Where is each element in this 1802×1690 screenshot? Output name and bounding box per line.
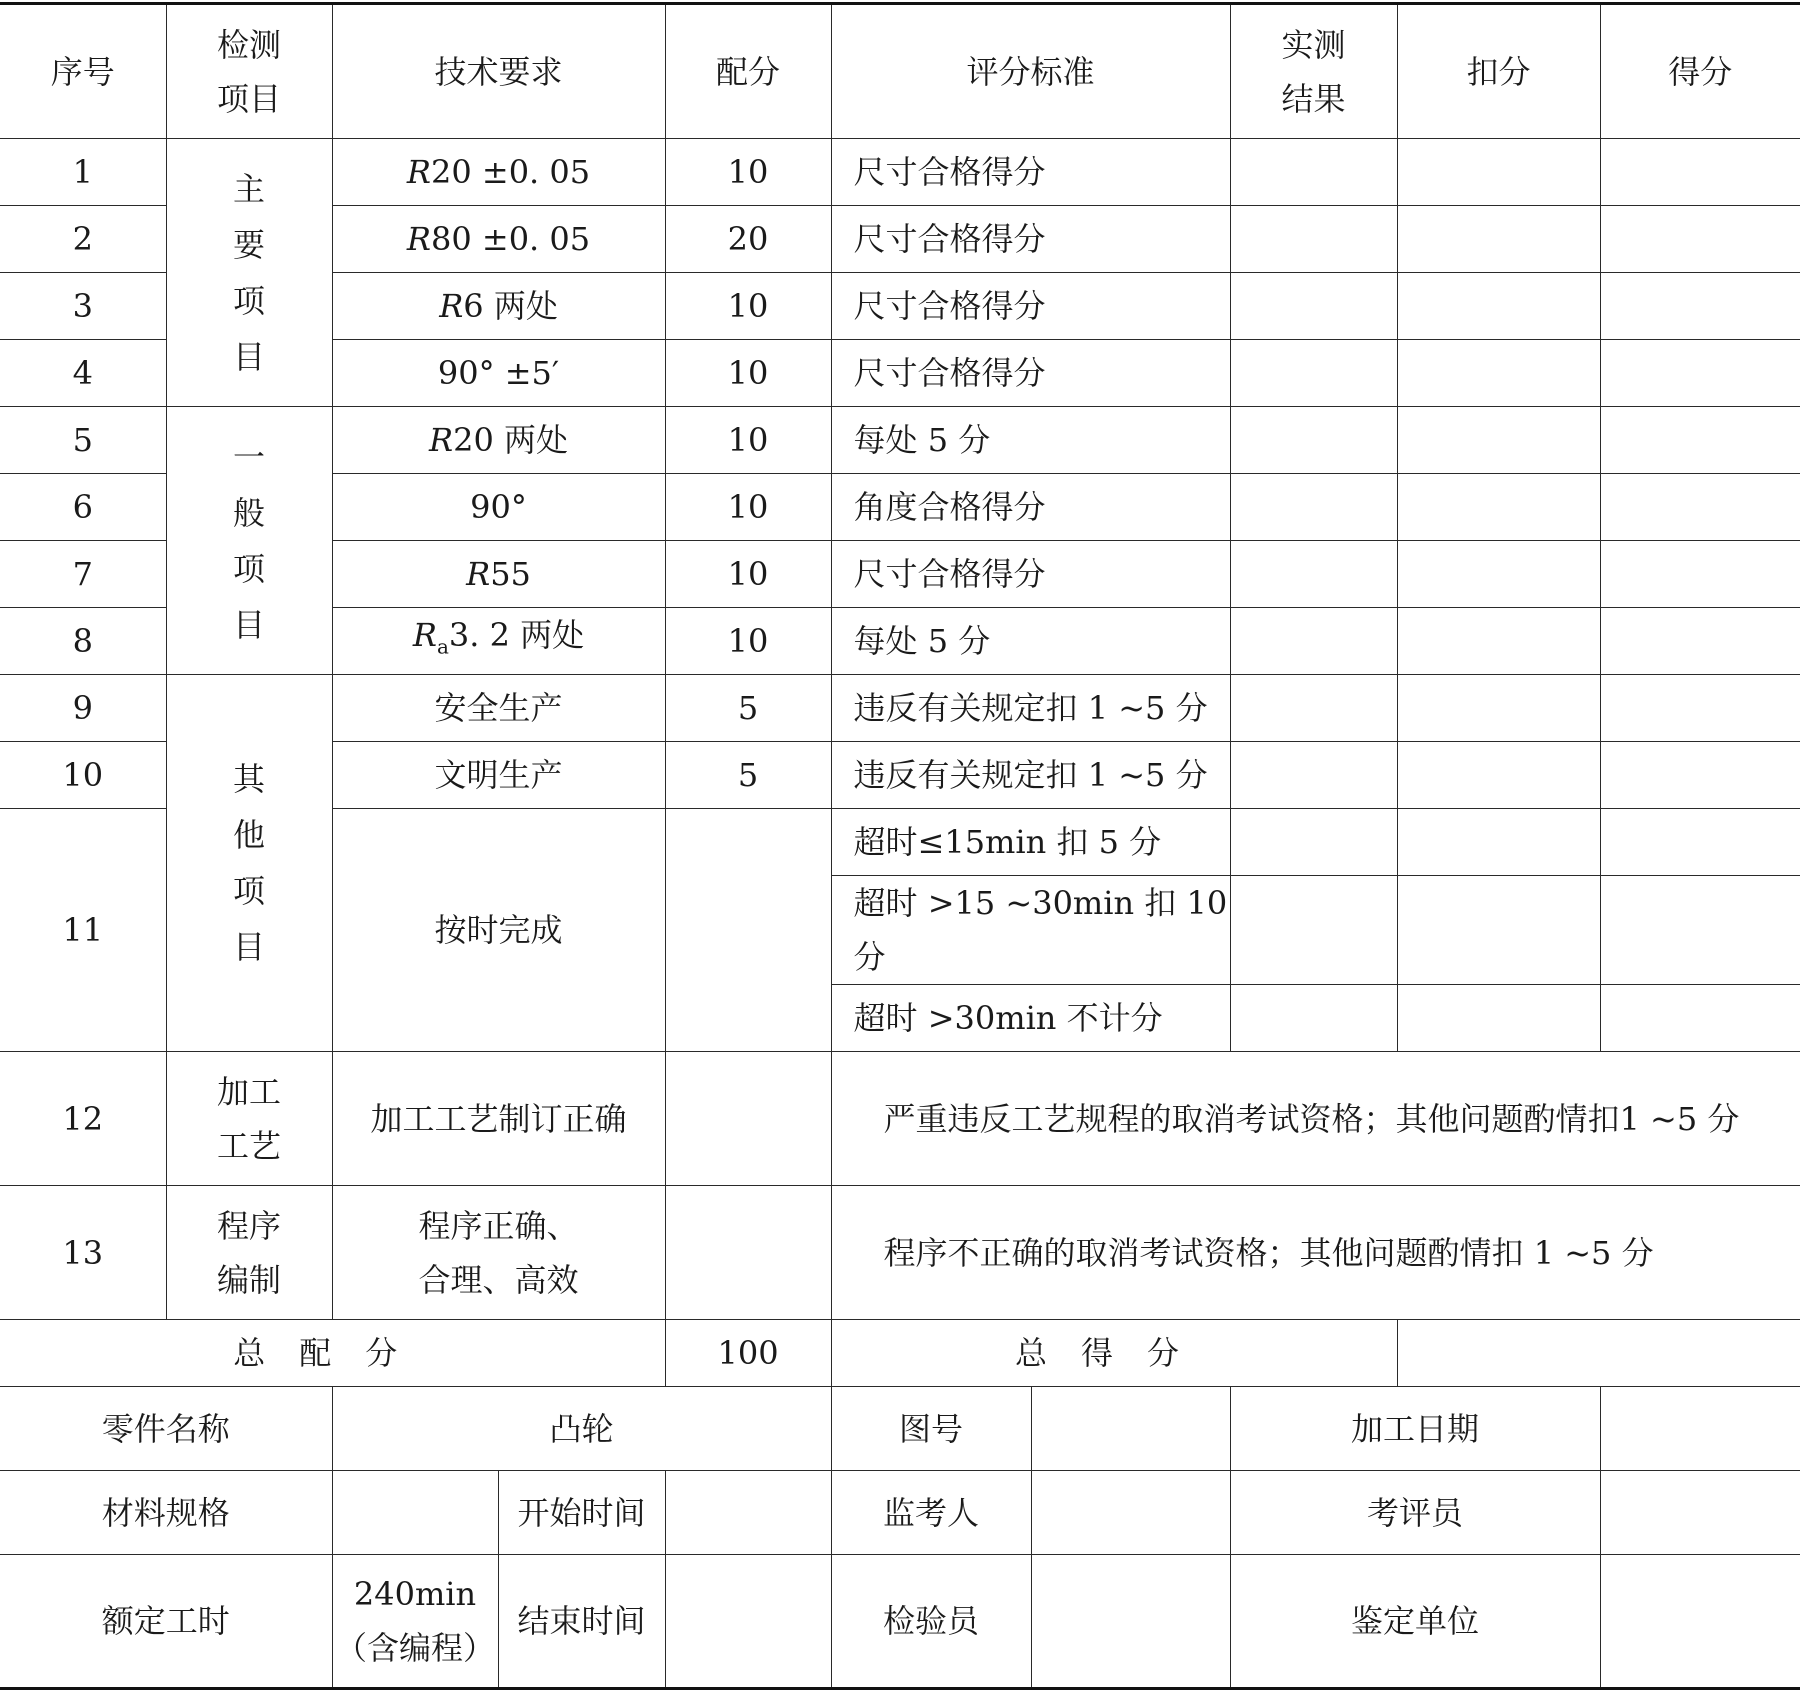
row-deduct[interactable] [1397, 139, 1600, 206]
total-score-value[interactable] [1397, 1320, 1800, 1387]
row-requirement: 文明生产 [332, 742, 665, 809]
row-points [665, 809, 831, 1052]
row-measured[interactable] [1230, 985, 1397, 1052]
row-item: 程序 编制 [166, 1186, 332, 1320]
row-measured[interactable] [1230, 742, 1397, 809]
end-time-label: 结束时间 [498, 1555, 665, 1689]
date-value[interactable] [1600, 1387, 1800, 1471]
row-item: 加工 工艺 [166, 1052, 332, 1186]
row-deduct[interactable] [1397, 809, 1600, 876]
row-seq: 7 [0, 541, 166, 608]
row-score[interactable] [1600, 608, 1800, 675]
table-row [0, 675, 1800, 742]
row-criteria: 尺寸合格得分 [831, 541, 1230, 608]
row-requirement: $R_a3$. 2 两处 [332, 608, 665, 675]
start-time-value[interactable] [665, 1471, 831, 1555]
drawing-no-value[interactable] [1031, 1387, 1230, 1471]
row-points: 10 [665, 139, 831, 206]
group-general: 一 般 项 目 [166, 407, 332, 675]
header-deduct: 扣分 [1397, 4, 1600, 139]
header-item-line2: 项目 [216, 79, 281, 118]
row-deduct[interactable] [1397, 985, 1600, 1052]
row-score[interactable] [1600, 273, 1800, 340]
info-row [0, 1555, 1800, 1689]
total-score-label: 总得分 [831, 1320, 1397, 1387]
row-deduct[interactable] [1397, 206, 1600, 273]
row-measured[interactable] [1230, 340, 1397, 407]
row-measured[interactable] [1230, 139, 1397, 206]
row-points: 10 [665, 340, 831, 407]
proctor-label: 监考人 [831, 1471, 1031, 1555]
header-seq: 序号 [0, 4, 166, 139]
row-measured[interactable] [1230, 876, 1397, 985]
row-seq: 10 [0, 742, 166, 809]
row-deduct[interactable] [1397, 273, 1600, 340]
row-seq: 1 [0, 139, 166, 206]
row-requirement: R20 两处 [332, 407, 665, 474]
row-seq: 11 [0, 809, 166, 1052]
row-seq: 12 [0, 1052, 166, 1186]
row-requirement: R80 ±0. 05 [332, 206, 665, 273]
row-score[interactable] [1600, 675, 1800, 742]
row-criteria: 违反有关规定扣 1 ~5 分 [831, 675, 1230, 742]
row-seq: 4 [0, 340, 166, 407]
row-requirement: 程序正确、 合理、高效 [332, 1186, 665, 1320]
row-requirement: R20 ±0. 05 [332, 139, 665, 206]
header-score: 得分 [1600, 4, 1800, 139]
row-requirement: 安全生产 [332, 675, 665, 742]
row-deduct[interactable] [1397, 474, 1600, 541]
end-time-value[interactable] [665, 1555, 831, 1689]
row-score[interactable] [1600, 541, 1800, 608]
proctor-value[interactable] [1031, 1471, 1230, 1555]
row-deduct[interactable] [1397, 340, 1600, 407]
total-points-label: 总配分 [0, 1320, 665, 1387]
header-measured-line2: 结果 [1281, 79, 1346, 118]
row-requirement: 90° ±5′ [332, 340, 665, 407]
row-measured[interactable] [1230, 675, 1397, 742]
row-score[interactable] [1600, 206, 1800, 273]
inspector-value[interactable] [1031, 1555, 1230, 1689]
row-deduct[interactable] [1397, 876, 1600, 985]
row-points: 10 [665, 273, 831, 340]
row-measured[interactable] [1230, 541, 1397, 608]
row-criteria: 超时≤15min 扣 5 分 [831, 809, 1230, 876]
table-row [0, 139, 1800, 206]
row-score[interactable] [1600, 474, 1800, 541]
row-points [665, 1052, 831, 1186]
header-requirement: 技术要求 [332, 4, 665, 139]
table-row [0, 407, 1800, 474]
row-requirement: R6 两处 [332, 273, 665, 340]
row-criteria: 每处 5 分 [831, 608, 1230, 675]
info-row [0, 1471, 1800, 1555]
row-criteria: 尺寸合格得分 [831, 139, 1230, 206]
row-deduct[interactable] [1397, 407, 1600, 474]
row-seq: 6 [0, 474, 166, 541]
group-other: 其 他 项 目 [166, 675, 332, 1052]
row-points: 10 [665, 541, 831, 608]
row-deduct[interactable] [1397, 742, 1600, 809]
row-score[interactable] [1600, 876, 1800, 985]
row-points: 5 [665, 675, 831, 742]
row-score[interactable] [1600, 742, 1800, 809]
unit-label: 鉴定单位 [1230, 1555, 1600, 1689]
row-criteria: 违反有关规定扣 1 ~5 分 [831, 742, 1230, 809]
row-score[interactable] [1600, 809, 1800, 876]
row-seq: 13 [0, 1186, 166, 1320]
row-points: 20 [665, 206, 831, 273]
examiner-value[interactable] [1600, 1471, 1800, 1555]
inspector-label: 检验员 [831, 1555, 1031, 1689]
material-value[interactable] [332, 1471, 498, 1555]
header-item [166, 4, 332, 139]
row-points [665, 1186, 831, 1320]
row-score[interactable] [1600, 985, 1800, 1052]
total-points-value: 100 [665, 1320, 831, 1387]
date-label: 加工日期 [1230, 1387, 1600, 1471]
row-points: 10 [665, 407, 831, 474]
drawing-no-label: 图号 [831, 1387, 1031, 1471]
row-deduct[interactable] [1397, 608, 1600, 675]
row-points: 10 [665, 608, 831, 675]
row-deduct[interactable] [1397, 541, 1600, 608]
part-name-value: 凸轮 [332, 1387, 831, 1471]
row-score[interactable] [1600, 340, 1800, 407]
material-label: 材料规格 [0, 1471, 332, 1555]
row-requirement: 加工工艺制订正确 [332, 1052, 665, 1186]
row-requirement: R55 [332, 541, 665, 608]
row-points: 5 [665, 742, 831, 809]
table-row [0, 1052, 1800, 1186]
header-item-line1: 检测 [216, 25, 281, 64]
info-row [0, 1387, 1800, 1471]
row-criteria: 超时 >15 ~30min 扣 10 分 [831, 876, 1230, 985]
totals-row [0, 1320, 1800, 1387]
row-criteria: 尺寸合格得分 [831, 340, 1230, 407]
header-measured-line1: 实测 [1281, 25, 1346, 64]
row-criteria: 每处 5 分 [831, 407, 1230, 474]
table-row [0, 1186, 1800, 1320]
row-measured[interactable] [1230, 608, 1397, 675]
row-seq: 9 [0, 675, 166, 742]
row-measured[interactable] [1230, 206, 1397, 273]
grading-table [0, 2, 1800, 1690]
unit-value[interactable] [1600, 1555, 1800, 1689]
row-criteria: 尺寸合格得分 [831, 273, 1230, 340]
row-measured[interactable] [1230, 407, 1397, 474]
examiner-label: 考评员 [1230, 1471, 1600, 1555]
row-criteria: 超时 >30min 不计分 [831, 985, 1230, 1052]
header-row [0, 4, 1800, 139]
row-seq: 5 [0, 407, 166, 474]
row-seq: 3 [0, 273, 166, 340]
row-points: 10 [665, 474, 831, 541]
row-measured[interactable] [1230, 809, 1397, 876]
row-score[interactable] [1600, 407, 1800, 474]
part-name-label: 零件名称 [0, 1387, 332, 1471]
header-criteria: 评分标准 [831, 4, 1230, 139]
row-measured[interactable] [1230, 273, 1397, 340]
start-time-label: 开始时间 [498, 1471, 665, 1555]
row-criteria: 严重违反工艺规程的取消考试资格；其他问题酌情扣1 ~5 分 [831, 1052, 1800, 1186]
header-points: 配分 [665, 4, 831, 139]
row-deduct[interactable] [1397, 675, 1600, 742]
row-criteria: 角度合格得分 [831, 474, 1230, 541]
row-seq: 2 [0, 206, 166, 273]
row-measured[interactable] [1230, 474, 1397, 541]
group-main: 主 要 项 目 [166, 139, 332, 407]
row-requirement: 按时完成 [332, 809, 665, 1052]
row-score[interactable] [1600, 139, 1800, 206]
hours-label: 额定工时 [0, 1555, 332, 1689]
header-measured [1230, 4, 1397, 139]
hours-value: 240min （含编程） [332, 1555, 498, 1689]
row-requirement: 90° [332, 474, 665, 541]
row-seq: 8 [0, 608, 166, 675]
row-criteria: 尺寸合格得分 [831, 206, 1230, 273]
row-criteria: 程序不正确的取消考试资格；其他问题酌情扣 1 ~5 分 [831, 1186, 1800, 1320]
